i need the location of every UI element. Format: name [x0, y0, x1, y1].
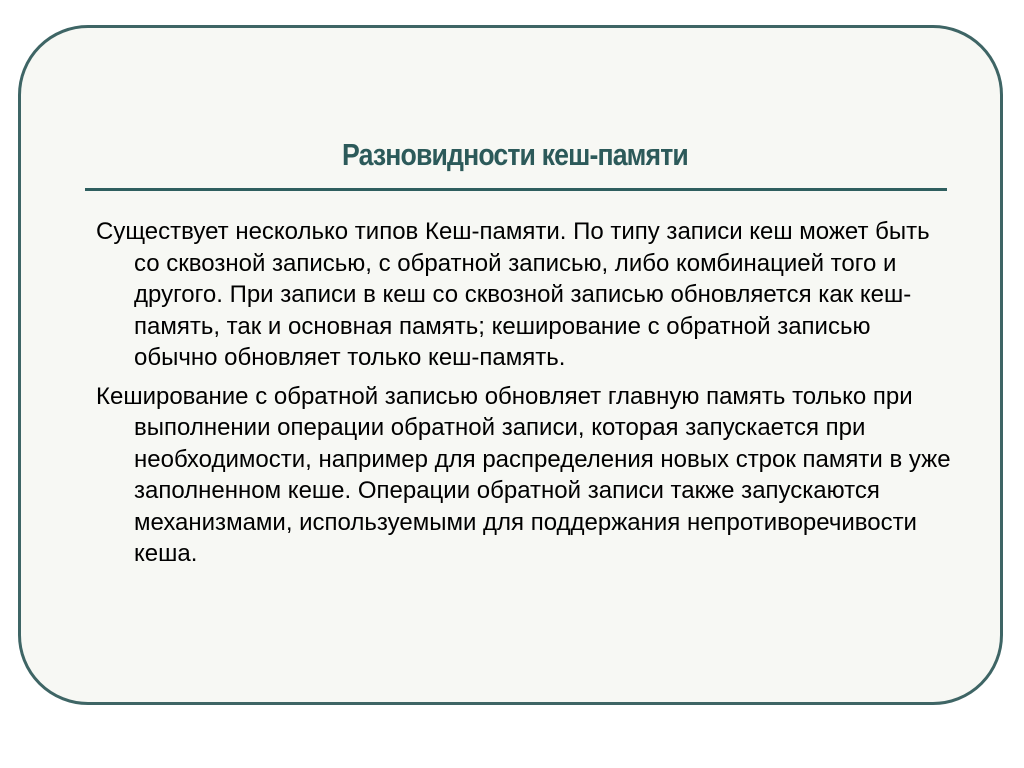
body-paragraph-1: Существует несколько типов Кеш-памяти. По типу записи кеш может быть со сквозной записью, с обратной записью, либо комбинацией того и другого. При записи в кеш со сквозной записью обновляется как кеш-память, так и основная память; кеширование с обратной записью обычно обновляет только кеш-память.: [96, 218, 930, 371]
body-paragraph-2: Кеширование с обратной записью обновляет главную память только при выполнении операции обратной записи, которая запускается при необходимости, например для распределения новых строк памяти в уже заполненном кеше. Операции обратной записи также запускаются механизмами, используемыми для поддержания непротиворечивости кеша.: [96, 382, 951, 567]
slide-body: [96, 216, 956, 577]
title-divider: [85, 188, 947, 191]
slide-title: Разновидности кеш-памяти: [342, 137, 688, 172]
